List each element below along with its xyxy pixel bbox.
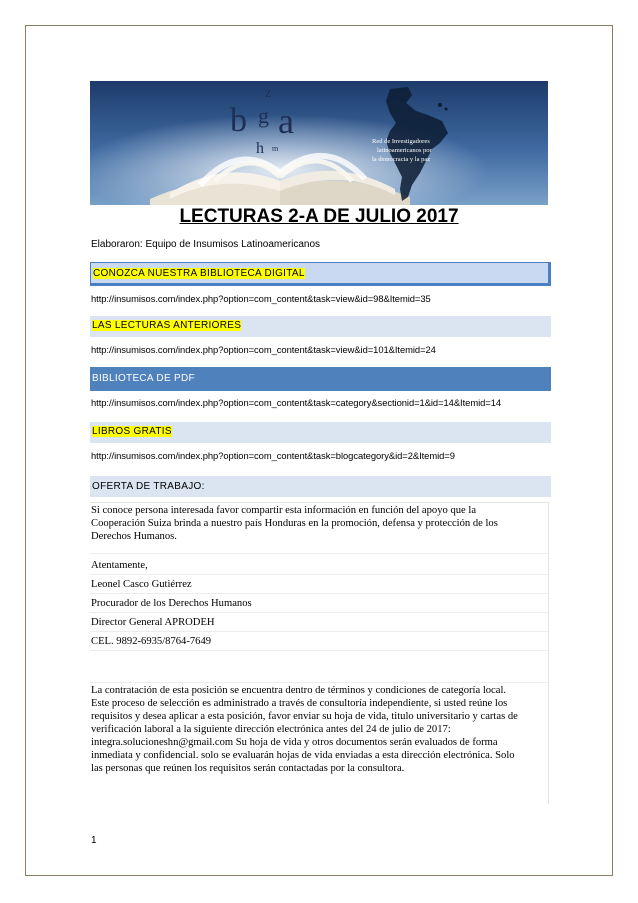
divider — [90, 574, 548, 575]
job-body-line: verificación laboral a la siguiente dirección electrónica antes del 24 de julio de 2017: — [91, 724, 451, 735]
banner-letter: z — [265, 86, 272, 101]
section-link[interactable]: http://insumisos.com/index.php?option=com_content&task=blogcategory&id=2&Itemid=9 — [91, 450, 455, 461]
job-body-line: Este proceso de selección es administrado a través de consultoría independiente, si usted reúne los — [91, 698, 508, 709]
document-title: LECTURAS 2-A DE JULIO 2017 — [179, 206, 459, 227]
job-body-line: inmediata y confidencial. solo se evaluarán hojas de vida enviadas a esta dirección electrónica. Solo — [91, 750, 515, 761]
section-bar-digital-library — [90, 262, 551, 286]
banner-letter: b — [230, 102, 247, 139]
page-number: 1 — [91, 835, 97, 846]
section-heading: OFERTA DE TRABAJO: — [92, 481, 205, 492]
section-heading: BIBLIOTECA DE PDF — [92, 373, 195, 384]
banner-letter: m — [272, 144, 279, 153]
section-heading: LIBROS GRATIS — [92, 426, 172, 437]
divider — [90, 682, 548, 683]
banner-image — [90, 81, 548, 205]
banner-letter: a — [278, 101, 294, 141]
section-bar-job-offer — [90, 476, 551, 497]
banner-org-line3: la democracia y la paz — [372, 156, 431, 163]
banner-letter: h — [256, 140, 264, 157]
divider — [90, 593, 548, 594]
job-body-line: integra.solucioneshn@gmail.com Su hoja de vida y otros documentos serán evaluados de forma — [91, 737, 498, 748]
section-link[interactable]: http://insumisos.com/index.php?option=com_content&task=view&id=98&Itemid=35 — [91, 293, 431, 304]
signature-role: Procurador de los Derechos Humanos — [91, 598, 252, 609]
header-banner — [90, 81, 548, 205]
section-heading: CONOZCA NUESTRA BIBLIOTECA DIGITAL — [93, 268, 305, 279]
signature-phone: CEL. 9892-6935/8764-7649 — [91, 636, 212, 647]
banner-org-line2: latinoamericanos por — [377, 147, 432, 154]
banner-letter: g — [258, 103, 269, 128]
job-body-line: requisitos y desea aplicar a esta posición, favor enviar su hoja de vida, titulo universitario y cartas de — [91, 711, 518, 722]
signature-greeting: Atentamente, — [91, 560, 148, 571]
divider — [90, 650, 548, 651]
job-intro-line: Derechos Humanos. — [91, 531, 177, 542]
section-bar-previous-readings — [90, 316, 551, 337]
signature-name: Leonel Casco Gutiérrez — [91, 579, 192, 590]
job-body-line: las personas que reúnen los requisitos serán contactadas por la consultora. — [91, 763, 405, 774]
section-heading: LAS LECTURAS ANTERIORES — [92, 320, 242, 331]
section-bar-free-books — [90, 422, 551, 443]
divider — [90, 553, 548, 554]
job-body-line: La contratación de esta posición se encuentra dentro de términos y condiciones de categoría local. — [91, 685, 507, 696]
job-intro-line: Cooperación Suiza brinda a nuestro país Honduras en la promoción, defensa y protección de los — [91, 518, 498, 529]
section-link[interactable]: http://insumisos.com/index.php?option=com_content&task=view&id=101&Itemid=24 — [91, 344, 436, 355]
job-intro-line: Si conoce persona interesada favor compartir esta información en función del apoyo que la — [91, 505, 477, 516]
divider — [90, 612, 548, 613]
banner-org-line1: Red de Investigadores — [372, 138, 430, 145]
section-link[interactable]: http://insumisos.com/index.php?option=com_content&task=category&sectionid=1&id=14&Itemid=14 — [91, 397, 502, 408]
byline: Elaboraron: Equipo de Insumisos Latinoamericanos — [91, 239, 321, 250]
section-bar-pdf-library — [90, 367, 551, 391]
divider — [90, 631, 548, 632]
signature-title: Director General APRODEH — [91, 617, 215, 628]
